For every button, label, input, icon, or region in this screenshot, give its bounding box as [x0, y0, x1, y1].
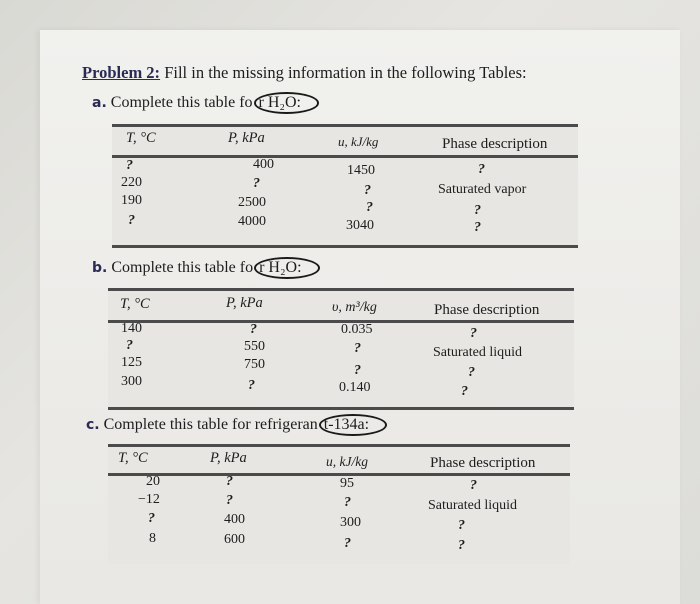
table-c-cell: 8 [149, 531, 156, 546]
section-a-letter: a. [92, 95, 107, 111]
table-b-header-t: T, °C [120, 296, 150, 312]
table-c-cell: ? [344, 536, 351, 551]
table-a-header-t: T, °C [126, 130, 156, 146]
table-c-header-phase: Phase description [430, 455, 536, 471]
table-a-cell: 190 [121, 193, 142, 208]
table-a-top-rule [112, 124, 578, 127]
table-b-cell: ? [461, 384, 468, 399]
table-a-cell: 220 [121, 175, 142, 190]
table-c-cell: 20 [146, 474, 160, 489]
table-a-cell: 4000 [238, 214, 266, 229]
table-c-cell: ? [458, 518, 465, 533]
table-b-cell: ? [468, 365, 475, 380]
table-c-cell: 95 [340, 476, 354, 491]
table-c [108, 444, 570, 564]
table-a-cell: Saturated vapor [438, 182, 527, 197]
table-c-cell: 400 [224, 512, 245, 527]
problem-label: Problem 2: [82, 63, 161, 82]
section-b-circled: r H₂O: [254, 257, 319, 279]
table-b [108, 288, 574, 410]
section-b-heading [92, 257, 320, 279]
section-c-letter: c. [86, 417, 100, 433]
table-a-header-rule [112, 155, 578, 158]
table-c-header-u: u, kJ/kg [326, 454, 368, 469]
table-b-header-v: υ, m³/kg [332, 300, 377, 315]
table-b-cell: 0.140 [339, 380, 371, 395]
table-b-bottom-rule [108, 407, 574, 410]
problem-title [82, 63, 527, 83]
table-b-header-p: P, kPa [226, 295, 263, 311]
table-b-cell: Saturated liquid [433, 345, 523, 360]
table-a-cell: 1450 [347, 163, 375, 178]
table-c-cell: Saturated liquid [428, 498, 518, 513]
table-b-top-rule [108, 288, 574, 291]
problem-text: Fill in the missing information in the following Tables: [160, 63, 527, 82]
table-b-cell: ? [250, 322, 257, 337]
table-b-cell: 140 [121, 321, 142, 336]
section-b-letter: b. [92, 260, 108, 276]
table-a-cell: ? [126, 158, 133, 173]
table-b-cell: ? [470, 326, 477, 341]
table-a-header-p: P, kPa [228, 130, 265, 146]
table-c-header-t: T, °C [118, 450, 148, 466]
table-b-cell: ? [248, 378, 255, 393]
table-c-cell: ? [148, 511, 155, 526]
table-b-cell: 750 [244, 357, 265, 372]
table-a-cell: ? [364, 183, 371, 198]
table-b-cell: 550 [244, 339, 265, 354]
table-c-header-rule [108, 473, 570, 476]
table-c-cell: ? [226, 474, 233, 489]
table-b-cell: ? [126, 338, 133, 353]
table-c-cell: 600 [224, 532, 245, 547]
table-b-cell: 0.035 [341, 322, 373, 337]
table-a-cell: ? [474, 203, 481, 218]
table-a-cell: ? [253, 176, 260, 191]
table-a-cell: 2500 [238, 195, 266, 210]
table-a-bottom-rule [112, 245, 578, 248]
table-a-cell: ? [474, 220, 481, 235]
table-c-cell: −12 [138, 492, 160, 507]
table-c-header-p: P, kPa [210, 450, 247, 466]
table-c-cell: ? [344, 495, 351, 510]
table-a-cell: 3040 [346, 218, 374, 233]
table-b-cell: 300 [121, 374, 142, 389]
table-c-cell: ? [458, 538, 465, 553]
section-a-prefix: Complete this table fo [110, 94, 253, 111]
section-a-circled: r H₂O: [254, 92, 319, 114]
table-c-cell: 300 [340, 515, 361, 530]
table-a-cell: ? [478, 162, 485, 177]
section-a-heading [92, 92, 319, 114]
table-b-cell: ? [354, 363, 361, 378]
section-c-heading [86, 414, 387, 436]
table-b-cell: ? [354, 341, 361, 356]
table-c-top-rule [108, 444, 570, 447]
table-a-cell: ? [128, 213, 135, 228]
table-a-cell: ? [366, 200, 373, 215]
table-a-header-phase: Phase description [442, 136, 548, 152]
section-b-prefix: Complete this table fo [111, 259, 254, 276]
table-a-header-u: u, kJ/kg [338, 134, 379, 149]
section-c-prefix: Complete this table for refrigeran [103, 416, 318, 433]
section-c-circled: t-134a: [319, 414, 387, 436]
table-c-cell: ? [226, 493, 233, 508]
table-a [112, 124, 578, 248]
table-c-cell: ? [470, 478, 477, 493]
table-a-cell: 400 [253, 157, 274, 172]
table-b-cell: 125 [121, 355, 142, 370]
table-b-header-phase: Phase description [434, 302, 540, 318]
